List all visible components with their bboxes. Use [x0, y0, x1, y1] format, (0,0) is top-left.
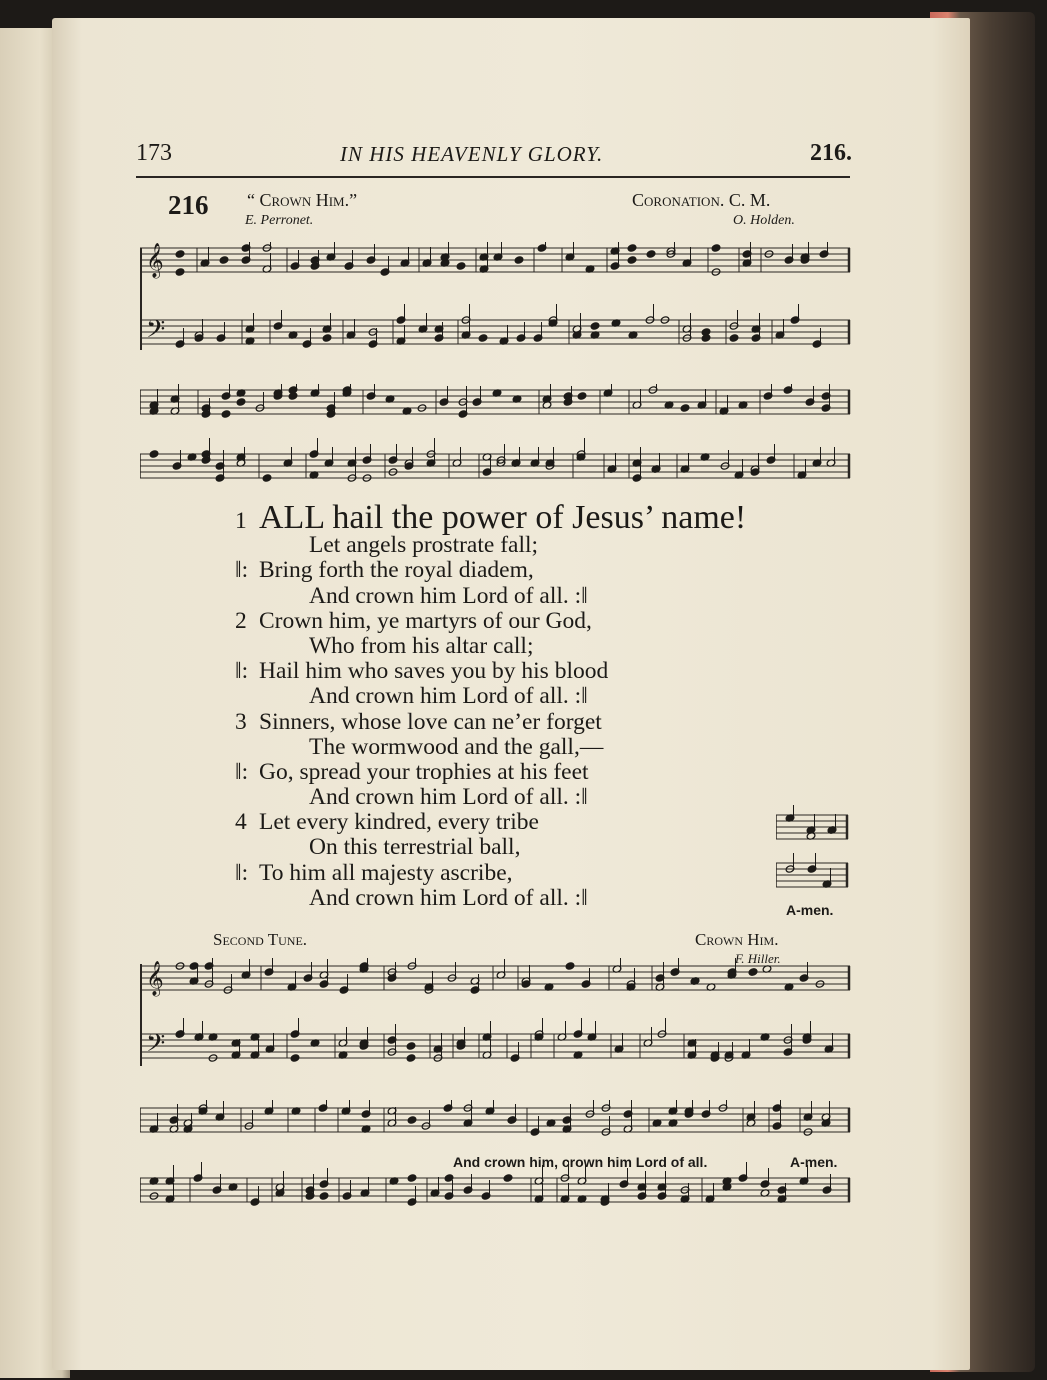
note [322, 334, 332, 342]
clef: 𝄢 [146, 1029, 166, 1064]
verse-4 [235, 810, 746, 911]
repeat-start: ‖: [235, 658, 249, 685]
hymn-author: E. Perronet. [245, 213, 314, 228]
music-system-3 [140, 958, 852, 1078]
verse-number: 1 [235, 508, 247, 534]
verse-line: And crown him Lord of all. [309, 683, 569, 710]
note [646, 250, 656, 258]
note [175, 250, 185, 258]
note [680, 404, 690, 412]
note [503, 1174, 513, 1182]
verse-line: And crown him Lord of all. [309, 884, 569, 911]
staff [140, 438, 850, 482]
second-tune-name: Crown Him. [695, 930, 779, 949]
music-system-1 [140, 242, 852, 362]
note [456, 262, 466, 270]
note [590, 322, 600, 330]
verse-line: Bring forth the royal diadem, [259, 557, 534, 584]
verse-3 [235, 710, 746, 811]
hymn-number: 216 [168, 190, 209, 220]
clef: 𝄢 [146, 315, 166, 350]
note [627, 244, 637, 252]
verse-line: Let angels prostrate fall; [309, 532, 539, 559]
verse-line: And crown him Lord of all. [309, 784, 569, 811]
staff [140, 958, 850, 997]
note [748, 968, 758, 976]
note [729, 334, 739, 342]
music-system-2 [140, 384, 852, 504]
verse-line: The wormwood and the gall,— [309, 733, 604, 760]
note [565, 962, 575, 970]
note [514, 256, 524, 264]
note [577, 392, 587, 400]
note [262, 474, 272, 482]
repeat-start: ‖: [235, 557, 249, 584]
repeat-end: :‖ [574, 582, 588, 609]
repeat-end: :‖ [574, 784, 588, 811]
staff [140, 1018, 850, 1064]
running-title: IN HIS HEAVENLY GLORY. [340, 142, 604, 166]
page-number: 173 [136, 140, 172, 166]
note [406, 1054, 416, 1062]
verse-line: Crown him, ye martyrs of our God, [259, 607, 592, 634]
note [221, 410, 231, 418]
note [701, 334, 711, 342]
verse-line: On this terrestrial ball, [309, 834, 521, 861]
verse-number: 4 [235, 809, 247, 836]
staff [140, 304, 850, 350]
verse-line: Let every kindred, every tribe [259, 809, 539, 836]
amen-label: A-men. [786, 902, 834, 918]
note [175, 268, 185, 276]
verses [235, 499, 747, 911]
repeat-end: :‖ [574, 683, 588, 710]
verse-2 [235, 609, 746, 710]
verse-line: Hail him who saves you by his blood [259, 658, 609, 685]
note [149, 450, 159, 458]
staff [776, 805, 848, 840]
verse-number: 2 [235, 607, 247, 634]
second-tune-lyric: And crown him, crown him Lord of all. [453, 1154, 708, 1170]
staff [140, 1100, 850, 1136]
header-hymn-number: 216. [810, 140, 852, 166]
header-rule [136, 176, 850, 178]
note [627, 256, 637, 264]
staff [776, 853, 848, 888]
verse-line: Sinners, whose love can ne’er forget [259, 708, 602, 735]
second-tune-amen: A-men. [790, 1154, 838, 1170]
staff [140, 242, 850, 279]
second-tune-composer: F. Hiller. [735, 951, 781, 966]
verse-line: And crown him Lord of all. [309, 582, 569, 609]
verse-line: Go, spread your trophies at his feet [259, 758, 589, 785]
note [406, 1042, 416, 1050]
repeat-start: ‖: [235, 758, 249, 785]
tune-composer: O. Holden. [733, 213, 795, 228]
verse-line: To him all majesty ascribe, [259, 859, 513, 886]
clef: 𝄞 [146, 961, 164, 996]
verse-line: Who from his altar call; [309, 632, 534, 659]
hymn-title: “ Crown Him.” [247, 190, 358, 210]
note [219, 256, 229, 264]
verse-number: 3 [235, 708, 247, 735]
note [236, 398, 246, 406]
verse-1 [235, 499, 747, 609]
tune-name: Coronation. C. M. [632, 190, 771, 210]
repeat-start: ‖: [235, 859, 249, 886]
note [319, 1192, 329, 1200]
note [478, 334, 488, 342]
second-tune-label: Second Tune. [213, 930, 308, 949]
note [711, 244, 721, 252]
note [407, 1116, 417, 1124]
clef: 𝄞 [146, 243, 164, 278]
staff [140, 384, 850, 418]
repeat-end: :‖ [574, 884, 588, 911]
verse-line: ALL hail the power of Jesus’ name! [259, 499, 747, 536]
amen-staff [776, 805, 850, 901]
note [290, 1054, 300, 1062]
note [407, 1174, 417, 1182]
